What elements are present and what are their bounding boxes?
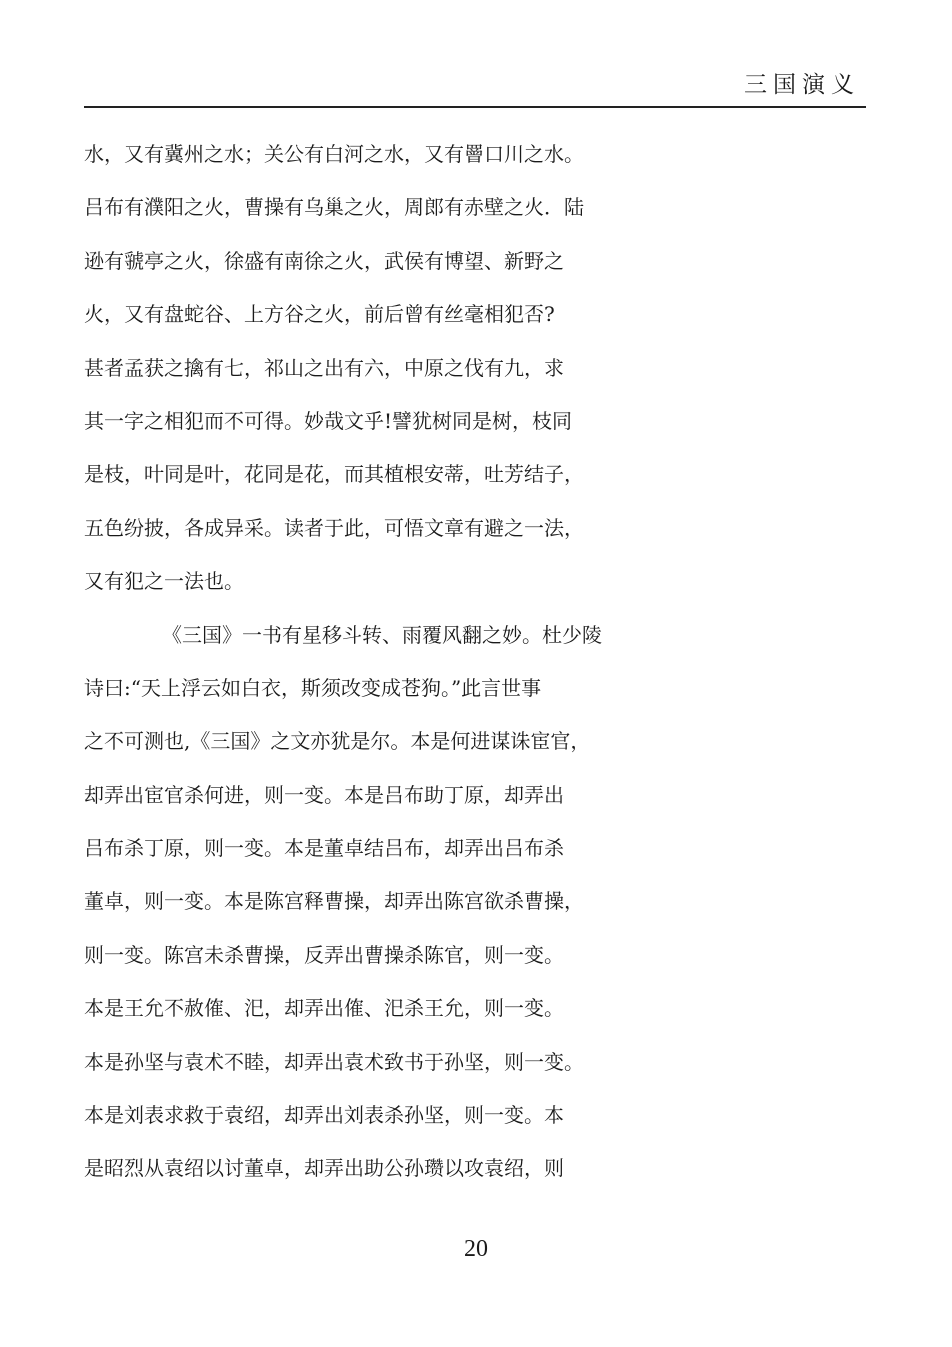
text-line: 是昭烈从袁绍以讨董卓，却弄出助公孙瓒以攻袁绍，则 — [84, 1156, 564, 1181]
text-line: 逊有虢亭之火，徐盛有南徐之火，武侯有博望、新野之 — [84, 248, 564, 273]
text-line: 董卓，则一变。本是陈宫释曹操，却弄出陈宫欲杀曹操， — [84, 889, 584, 914]
header-rule — [84, 106, 866, 108]
text-line: 之不可测也,《三国》之文亦犹是尔。本是何进谋诛宦官， — [84, 729, 591, 754]
text-line: 火，又有盘蛇谷、上方谷之火，前后曾有丝毫相犯否? — [84, 302, 555, 327]
text-line: 吕布有濮阳之火，曹操有乌巢之火，周郎有赤壁之火．陆 — [84, 195, 584, 220]
text-line: 五色纷披，各成异采。读者于此，可悟文章有避之一法， — [84, 515, 584, 540]
text-line: 甚者孟获之擒有七，祁山之出有六，中原之伐有九，求 — [84, 355, 564, 380]
text-line: 却弄出宦官杀何进，则一变。本是吕布助丁原，却弄出 — [84, 782, 564, 807]
text-line: 本是王允不赦傕、汜，却弄出傕、汜杀王允，则一变。 — [84, 996, 564, 1021]
body-text — [84, 128, 874, 1196]
text-line: 吕布杀丁原，则一变。本是董卓结吕布，却弄出吕布杀 — [84, 836, 564, 861]
text-line: 诗曰:“天上浮云如白衣，斯须改变成苍狗。”此言世事 — [84, 675, 542, 700]
page-number: 20 — [464, 1236, 488, 1262]
text-line: 水，又有冀州之水；关公有白河之水，又有罾口川之水。 — [84, 142, 584, 166]
text-line: 本是孙坚与袁术不睦，却弄出袁术致书于孙坚，则一变。 — [84, 1049, 584, 1074]
paragraph-start-line: 《三国》一书有星移斗转、雨覆风翻之妙。杜少陵 — [162, 622, 602, 647]
text-line: 是枝，叶同是叶，花同是花，而其植根安蒂，吐芳结子， — [84, 462, 584, 487]
text-line: 其一字之相犯而不可得。妙哉文乎!譬犹树同是树，枝同 — [84, 408, 573, 433]
text-line: 本是刘表求救于袁绍，却弄出刘表杀孙坚，则一变。本 — [84, 1103, 564, 1128]
text-line: 则一变。陈宫未杀曹操，反弄出曹操杀陈官，则一变。 — [84, 942, 564, 967]
text-line: 又有犯之一法也。 — [84, 569, 244, 594]
running-head-title: 三国演义 — [744, 72, 860, 98]
